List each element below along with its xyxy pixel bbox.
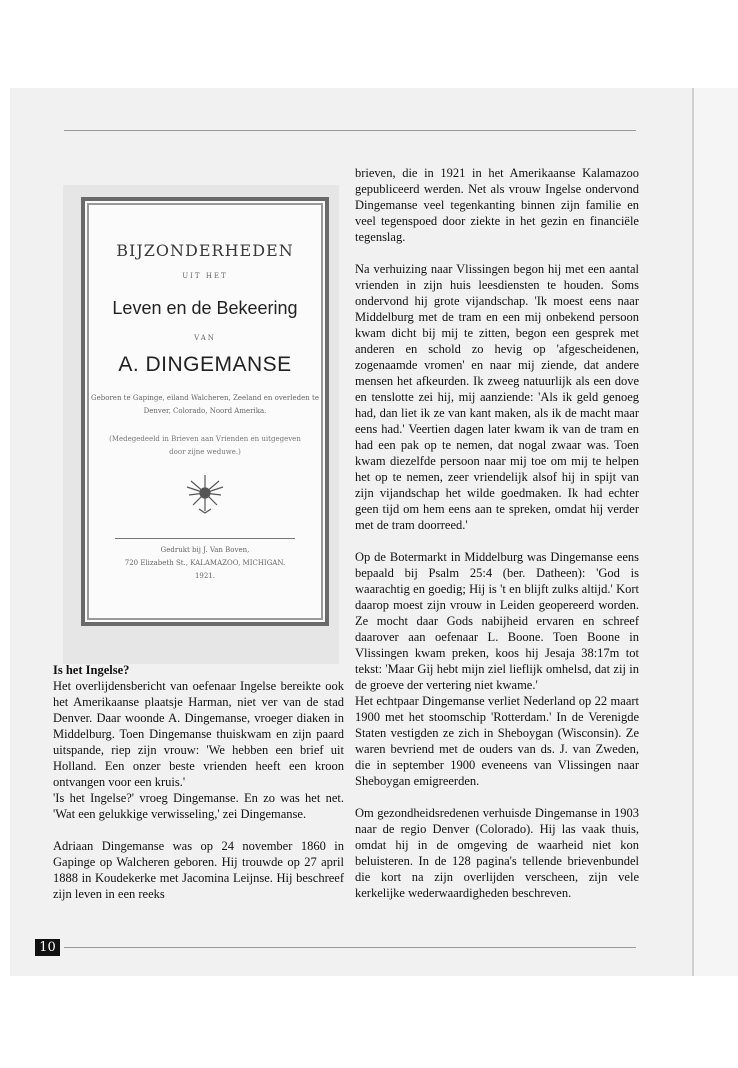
- right-paragraph-5: Om gezondheidsredenen verhuisde Dingemanse in 1903 naar de regio Denver (Colorado). Hij las vaak thuis, omdat hij in de omgeving de waarheid niet kon beluisteren. In de 128 pagina's tellende brievenbundel die kort na zijn overlijden verscheen, zijn vele kerkelijke wederwaardigheden beschreven.: [355, 806, 639, 900]
- plate-printer: [85, 544, 325, 583]
- right-paragraph-1: brieven, die in 1921 in het Amerikaanse Kalamazoo gepubliceerd werden. Net als vrouw Ingelse ondervond Dingemanse veel tegenkanting binnen zijn familie en veel tegenspoed door ziekte in het gezin en financiële tegenslag.: [355, 166, 639, 244]
- left-column: [53, 662, 344, 902]
- ornament-icon: [183, 471, 227, 515]
- facing-page-edge: [692, 88, 738, 976]
- magazine-page: [10, 88, 692, 976]
- right-column: [355, 165, 639, 901]
- left-paragraph-3: Adriaan Dingemanse was op 24 november 1860 in Gapinge op Walcheren geboren. Hij trouwde op 27 april 1888 in Koudekerke met Jacomina Leijnse. Hij beschreef zijn leven in een reeks: [53, 839, 344, 901]
- plate-subtitle: Leven en de Bekeering: [112, 298, 298, 318]
- page-number: 10: [35, 939, 60, 956]
- plate-printer-line1: Gedrukt bij J. Van Boven,: [160, 546, 250, 554]
- left-paragraph-1: Het overlijdensbericht van oefenaar Ingelse bereikte ook het Amerikaanse plaatsje Harman, niet ver van de stad Denver. Daar woonde A. Dingemanse, vroeger diaken in Middelburg. Toen Dingemanse thuiskwam en zijn paard uitspande, riep zijn vrouw: 'We hebben een brief uit Holland. Een onzer beste vrienden heeft een kroon ontvangen voor een kruis.': [53, 679, 344, 789]
- plate-uit-het: UIT HET: [182, 272, 228, 280]
- plate-printer-year: 1921.: [194, 572, 216, 580]
- bottom-rule: [64, 947, 636, 948]
- ornamental-frame: [81, 197, 329, 626]
- top-rule: [64, 130, 636, 131]
- plate-title: BIJZONDERHEDEN: [116, 241, 294, 260]
- title-page-plate: [63, 185, 339, 664]
- right-paragraph-4: Het echtpaar Dingemanse verliet Nederland op 22 maart 1900 met het stoomschip 'Rotterdam.' In de Verenigde Staten vestigden ze zich in Sheboygan (Wisconsin). Ze waren bevriend met de ouders van ds. J. van Zweden, die in september 1900 eveneens van Vlissingen naar Sheboygan emigreerden.: [355, 694, 639, 788]
- plate-rule: [115, 538, 295, 539]
- right-paragraph-2: Na verhuizing naar Vlissingen begon hij met een aantal vrienden in zijn huis leesdiensten te houden. Soms ondervond hij grote vijandschap. 'Ik moest eens naar Middelburg met de tram en een mij onbekend persoon kwam dicht bij mij te zitten, begon een gesprek met anderen en schold zo hevig op 'afgescheidenen, zogenaamde vromen' en naar mij ziende, dat andere mensen het afkeurden. Ik zweeg natuurlijk als een dove en tenslotte zei hij, mij aanziende: 'Als ik geld genoeg had, dan liet ik ze van kant maken, als ik de macht maar eens had.' Veertien dagen later kwam ik van de tram en had een pak op te nemen, dat nogal zwaar was. Toen kwam diezelfde persoon naar mij toe om mij te helpen het op te nemen, zeer vriendelijk alsof hij in spijt van zijn vijandschap het wilde goedmaken. Ik had echter geen tijd om hem eens aan te spreken, omdat hij verder met de tram doorreed.': [355, 262, 639, 532]
- plate-shared: (Medegedeeld in Brieven aan Vrienden en uitgegeven door zijne weduwe.): [109, 435, 301, 456]
- plate-name: A. DINGEMANSE: [118, 353, 292, 376]
- left-paragraph-2: 'Is het Ingelse?' vroeg Dingemanse. En zo was het net. 'Wat een gelukkige verwisseling,' zei Dingemanse.: [53, 791, 344, 821]
- right-paragraph-3: Op de Botermarkt in Middelburg was Dingemanse eens bepaald bij Psalm 25:4 (ber. Datheen): 'God is waarachtig en goedig; Hij is 't en blijft zulks altijd.' Kort daarop moest zijn vrouw in Leiden geopereerd worden. Ze mocht daar Gods nabijheid ervaren en schreef daarover aan oefenaar L. Boone. Toen Boone in Vlissingen kwam preken, koos hij Jesaja 38:17m tot tekst: 'Maar Gij hebt mijn ziel lieflijk omhelsd, dat zij in de groeve der vertering niet kwame.': [355, 550, 639, 692]
- plate-printer-line2: 720 Elizabeth St., KALAMAZOO, MICHIGAN.: [124, 559, 286, 567]
- plate-born: Geboren te Gapinge, eiland Walcheren, Zeeland en overleden te Denver, Colorado, Noord Amerika.: [91, 394, 319, 415]
- plate-van: VAN: [194, 334, 216, 342]
- section-heading: Is het Ingelse?: [53, 663, 130, 677]
